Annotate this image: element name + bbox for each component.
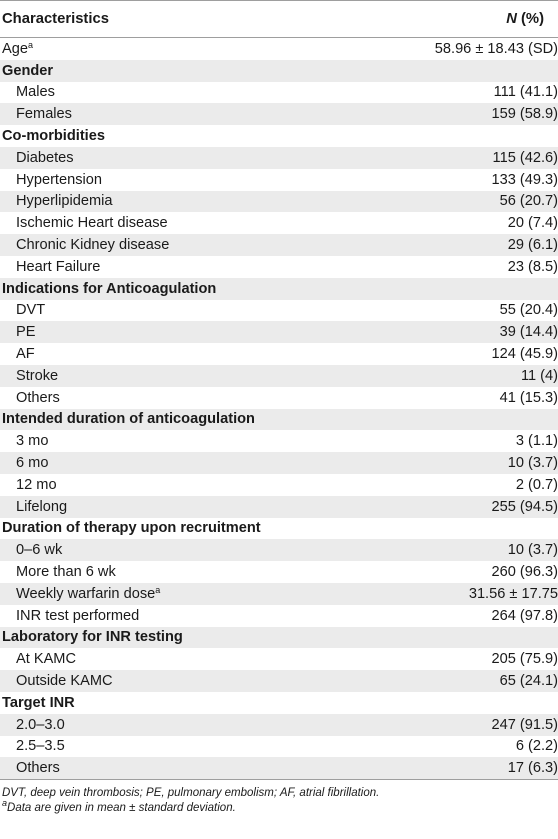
row-label-text: DVT — [16, 302, 46, 319]
row-value: 115 (42.6) — [492, 149, 558, 166]
row-label-text: Stroke — [16, 367, 59, 384]
table-row — [0, 147, 558, 169]
table-row — [0, 343, 558, 365]
row-label-text: Gender — [2, 62, 54, 79]
row-label-text: 12 mo — [16, 476, 57, 493]
row-label-text: Others — [16, 389, 60, 406]
table-row — [0, 430, 558, 452]
row-label — [0, 542, 508, 558]
table-row — [0, 496, 558, 518]
row-label — [0, 368, 521, 384]
row-label-text: Laboratory for INR testing — [2, 629, 183, 646]
row-value: 2 (0.7) — [515, 476, 558, 493]
footnote-a-text: Data are given in mean ± standard deviation. — [7, 802, 236, 815]
table-row — [0, 38, 558, 60]
table-row — [0, 191, 558, 213]
header-n-percent — [506, 11, 558, 27]
table-row — [0, 605, 558, 627]
category-row — [0, 518, 558, 540]
row-label-text: Lifelong — [16, 498, 68, 515]
table-row — [0, 539, 558, 561]
table-row — [0, 256, 558, 278]
footnote-a — [0, 798, 558, 815]
row-value: 11 (4) — [520, 367, 558, 384]
row-label — [0, 738, 516, 754]
row-value: 58.96 ± 18.43 (SD) — [434, 40, 558, 57]
row-label — [0, 193, 500, 209]
row-label — [0, 499, 491, 515]
category-row — [0, 60, 558, 82]
table-row — [0, 452, 558, 474]
row-label — [0, 150, 493, 166]
row-label — [0, 324, 500, 340]
table-row — [0, 648, 558, 670]
row-value: 29 (6.1) — [507, 237, 558, 254]
row-label-text: More than 6 wk — [16, 564, 116, 581]
row-value: 124 (45.9) — [491, 346, 558, 363]
table-row — [0, 757, 558, 779]
row-label — [0, 477, 516, 493]
row-label — [0, 106, 491, 122]
row-label — [0, 302, 500, 318]
row-label — [0, 411, 558, 427]
row-label-text: Hyperlipidemia — [16, 193, 113, 210]
row-value: 10 (3.7) — [507, 455, 558, 472]
row-value: 260 (96.3) — [491, 564, 558, 581]
table-row — [0, 169, 558, 191]
footnote-marker: a — [27, 39, 33, 50]
table-row — [0, 212, 558, 234]
category-row — [0, 409, 558, 431]
row-value: 247 (91.5) — [491, 716, 558, 733]
row-label — [0, 695, 558, 711]
row-label — [0, 346, 491, 362]
row-value: 56 (20.7) — [499, 193, 558, 210]
row-value: 17 (6.3) — [507, 760, 558, 777]
row-label — [0, 586, 469, 602]
row-label-text: 2.0–3.0 — [16, 716, 65, 733]
row-label-text: 6 mo — [16, 455, 49, 472]
row-label-text: PE — [16, 324, 36, 341]
row-label-text: Males — [16, 84, 55, 101]
table-row — [0, 561, 558, 583]
row-label — [0, 84, 494, 100]
row-label-text: Intended duration of anticoagulation — [2, 411, 255, 428]
row-label — [0, 215, 508, 231]
table-row — [0, 714, 558, 736]
table-row — [0, 365, 558, 387]
row-label — [0, 281, 558, 297]
table-row — [0, 387, 558, 409]
row-label — [0, 455, 508, 471]
header-pct: (%) — [516, 11, 544, 27]
row-label-text: INR test performed — [16, 607, 140, 624]
row-value: 133 (49.3) — [491, 171, 558, 188]
table-header — [0, 0, 558, 38]
row-label — [0, 651, 491, 667]
row-label — [0, 259, 508, 275]
category-row — [0, 125, 558, 147]
row-label-text: At KAMC — [16, 651, 77, 668]
row-label-text: Target INR — [2, 694, 75, 711]
row-label — [0, 172, 491, 188]
row-value: 31.56 ± 17.75 — [468, 585, 558, 602]
row-label-text: 0–6 wk — [16, 542, 63, 559]
row-label — [0, 128, 558, 144]
row-label-text: Co-morbidities — [2, 128, 105, 145]
row-label-text: Duration of therapy upon recruitment — [2, 520, 261, 537]
row-value: 39 (14.4) — [499, 324, 558, 341]
footnote-abbreviations: DVT, deep vein thrombosis; PE, pulmonary embolism; AF, atrial fibrillation. — [2, 787, 380, 800]
header-n: N — [506, 11, 517, 27]
row-label — [0, 237, 508, 253]
row-value: 23 (8.5) — [507, 258, 558, 275]
table-row — [0, 321, 558, 343]
row-value: 255 (94.5) — [491, 498, 558, 515]
row-value: 41 (15.3) — [499, 389, 558, 406]
row-value: 111 (41.1) — [493, 84, 558, 101]
row-label — [0, 673, 500, 689]
row-label-text: Age — [2, 40, 28, 57]
footnote-marker: a — [155, 584, 161, 595]
table-row — [0, 736, 558, 758]
row-label — [0, 717, 491, 733]
row-value: 159 (58.9) — [491, 106, 558, 123]
row-label-text: Heart Failure — [16, 258, 101, 275]
category-row — [0, 627, 558, 649]
row-value: 65 (24.1) — [499, 673, 558, 689]
row-label-text: 3 mo — [16, 433, 49, 450]
row-label — [0, 520, 558, 536]
table-row — [0, 474, 558, 496]
row-value: 264 (97.8) — [491, 607, 558, 624]
row-label-text: Weekly warfarin dose — [16, 585, 156, 602]
table-bottom-rule — [0, 779, 558, 780]
table-row — [0, 583, 558, 605]
table-row — [0, 103, 558, 125]
row-label-text: 2.5–3.5 — [16, 738, 65, 755]
row-label — [0, 608, 491, 624]
header-characteristics: Characteristics — [2, 11, 109, 27]
category-row — [0, 278, 558, 300]
row-label — [0, 390, 500, 406]
row-value: 10 (3.7) — [507, 542, 558, 559]
row-label — [0, 41, 435, 57]
row-label — [0, 629, 558, 645]
row-label-text: Others — [16, 760, 60, 777]
table-body — [0, 38, 558, 779]
row-label-text: Diabetes — [16, 149, 74, 166]
table-row — [0, 234, 558, 256]
table-row — [0, 670, 558, 692]
category-row — [0, 692, 558, 714]
row-label-text: AF — [16, 346, 35, 363]
table-row — [0, 300, 558, 322]
row-label-text: Outside KAMC — [16, 673, 113, 689]
row-label-text: Hypertension — [16, 171, 102, 188]
table-row — [0, 82, 558, 104]
row-label-text: Ischemic Heart disease — [16, 215, 168, 232]
row-value: 20 (7.4) — [507, 215, 558, 232]
row-label — [0, 63, 558, 79]
row-value: 3 (1.1) — [515, 433, 558, 450]
row-label-text: Chronic Kidney disease — [16, 237, 170, 254]
row-label — [0, 760, 508, 776]
row-label — [0, 433, 516, 449]
row-label-text: Females — [16, 106, 72, 123]
row-value: 6 (2.2) — [515, 738, 558, 755]
row-label — [0, 564, 491, 580]
row-value: 205 (75.9) — [491, 651, 558, 668]
row-value: 55 (20.4) — [499, 302, 558, 319]
footnote-a-marker: a — [2, 798, 8, 809]
row-label-text: Indications for Anticoagulation — [2, 280, 217, 297]
